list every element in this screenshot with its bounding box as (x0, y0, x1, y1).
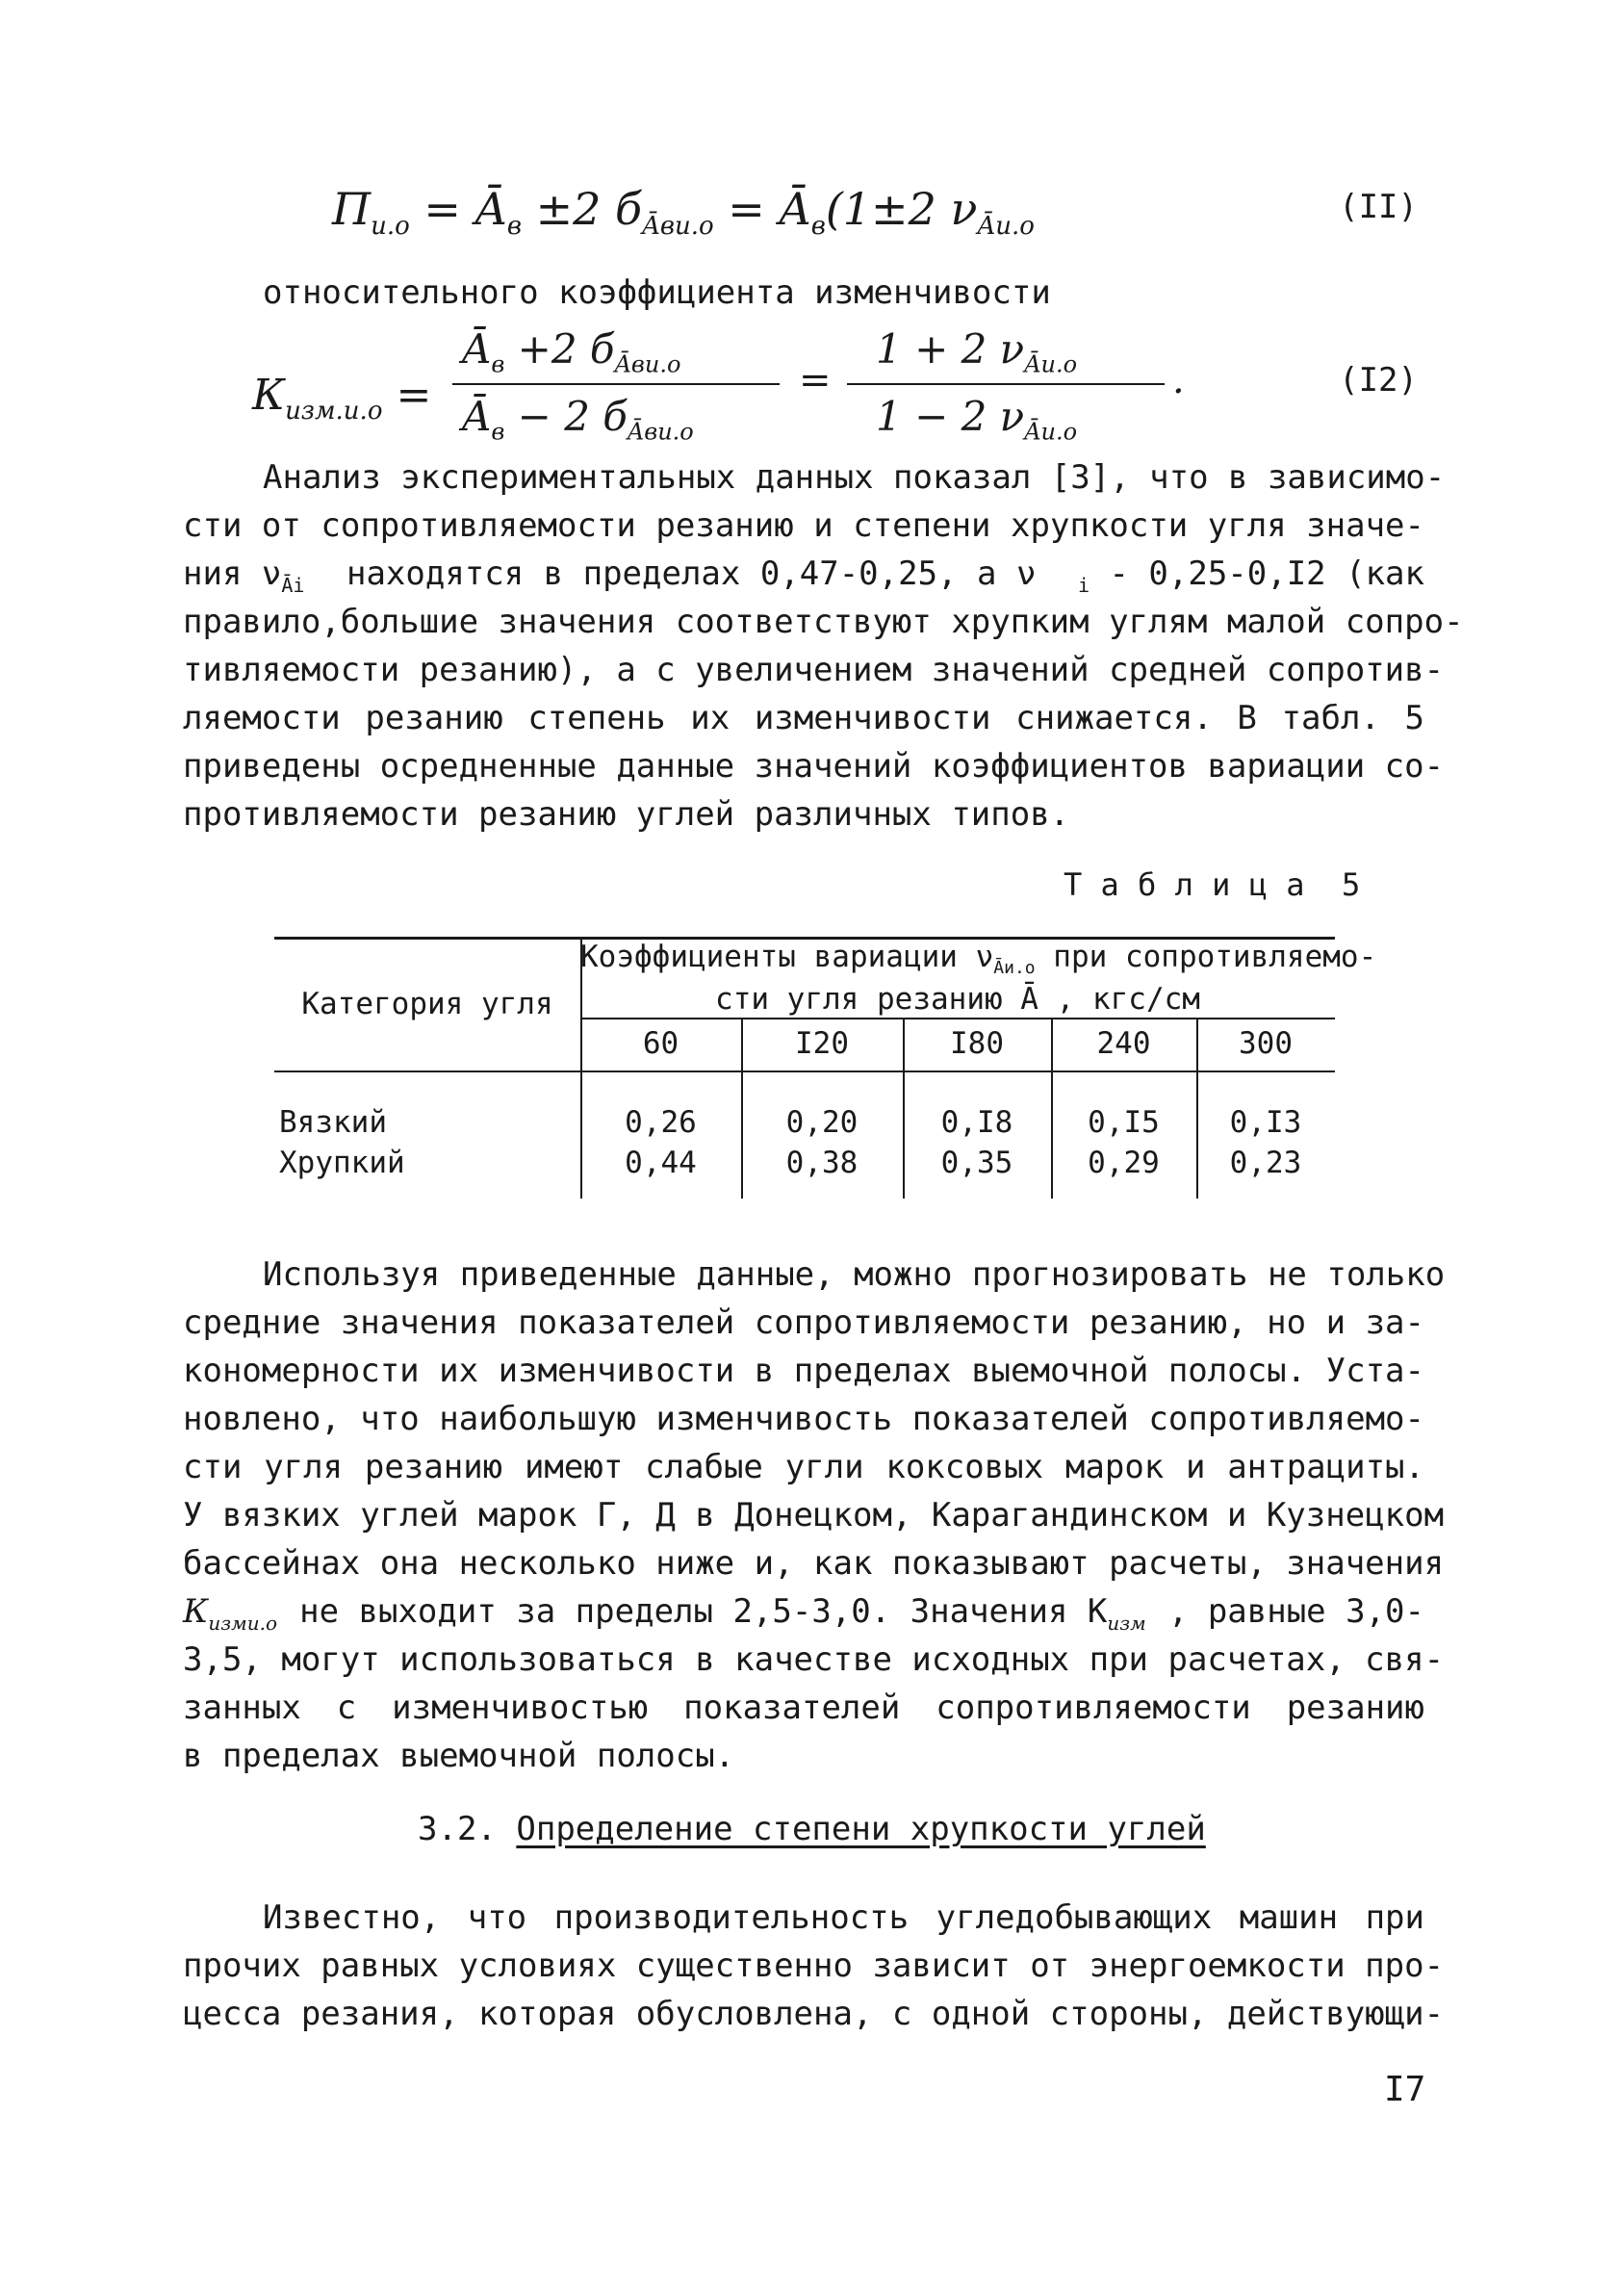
formula-12-num1-tail-sub: Āви.о (614, 350, 681, 378)
formula-11-rhs: = Ā (728, 183, 811, 235)
formula-11-rhs-tail: (1±2 ν (825, 183, 978, 235)
k-subscript: изм (1107, 1611, 1146, 1635)
table-header-category: Категория угля (301, 987, 553, 1021)
formula-11-rhs-tail-sub: Āи.о (977, 212, 1035, 242)
formula-12-num1-tail: +2 б (517, 325, 615, 373)
formula-11-lhs-sub: и.о (371, 212, 410, 242)
table-row-name: Вязкий (279, 1105, 387, 1140)
formula-12-fraction-bar-1 (452, 383, 780, 385)
section-heading (418, 1810, 1206, 1848)
formula-12-lhs-sub: изм.и.о (285, 396, 383, 426)
section-title: Определение степени хрупкости углей (516, 1810, 1206, 1848)
paragraph-text: не выходит за пределы 2,5-3,0. Значения К (299, 1592, 1108, 1631)
paragraph-text: , равные 3,0- (1167, 1592, 1424, 1631)
table-header-sub-rule (580, 1018, 1335, 1019)
formula-12-end: . (1172, 358, 1185, 402)
table-cell: 0,29 (1088, 1146, 1160, 1180)
nu-subscript: Āi (281, 573, 305, 597)
paragraph-line: новлено, что наибольшую изменчивость показателей сопротивляемо- (183, 1400, 1424, 1438)
table-cell: 0,20 (785, 1105, 859, 1140)
section-number: 3.2. (418, 1810, 497, 1848)
table-column-header: I80 (950, 1026, 1004, 1061)
formula-12-fraction-bar-2 (847, 383, 1165, 385)
paragraph-line: У вязких углей марок Г, Д в Донецком, Карагандинском и Кузнецком (183, 1496, 1445, 1535)
table-header-coef-text: Коэффициенты вариации ν (580, 940, 994, 974)
formula-12-den2-sub: Āи.о (1024, 418, 1078, 446)
formula-11-lhs: П (332, 183, 372, 235)
formula-11-mid: ±2 б (535, 183, 643, 235)
table-cell: 0,26 (625, 1105, 697, 1140)
formula-11-body-sub: в (506, 212, 522, 242)
equation-number-12: (I2) (1339, 361, 1418, 400)
formula-12-eq1: = (396, 371, 432, 420)
formula-12-num1-sub: в (491, 350, 505, 378)
formula-12-den1-tail: − 2 б (517, 393, 628, 440)
formula-12-eq2: = (799, 358, 832, 402)
paragraph-line: средние значения показателей сопротивляемости резанию, но и за- (183, 1303, 1424, 1342)
table-header-coefficient (580, 940, 1377, 1018)
paragraph-line: цесса резания, которая обусловлена, с одной стороны, действующи- (183, 1995, 1445, 2033)
table-row-name: Хрупкий (279, 1146, 405, 1180)
paragraph-line: сти угля резанию имеют слабые угли коксовых марок и антрациты. (183, 1448, 1424, 1486)
page-number: I7 (1384, 2070, 1426, 2109)
equation-number-11: (II) (1339, 188, 1418, 226)
paragraph-line: ляемости резанию степень их изменчивости снижается. В табл. 5 (183, 699, 1424, 737)
table-cell: 0,35 (940, 1146, 1013, 1180)
paragraph-line: Известно, что производительность угледобывающих машин при (263, 1898, 1424, 1937)
table-caption: Т а б л и ц а 5 (1064, 866, 1361, 903)
k-subscript: изми.о (208, 1611, 277, 1635)
paragraph-line: тивляемости резанию), а с увеличением значений средней сопротив- (183, 651, 1445, 689)
formula-12-num1: Ā (462, 325, 492, 373)
formula-12-den1-sub: в (491, 418, 505, 446)
formula-12-den1-tail-sub: Āви.о (627, 418, 694, 446)
table-column-header: 300 (1239, 1026, 1293, 1061)
formula-11 (332, 183, 1035, 241)
paragraph-line: Анализ экспериментальных данных показал [3], что в зависимо- (263, 458, 1446, 497)
formula-11-body: = Ā (423, 183, 507, 235)
paragraph-line: правило,большие значения соответствуют хрупким углям малой сопро- (183, 603, 1464, 641)
paragraph-line: 3,5, могут использоваться в качестве исходных при расчетах, свя- (183, 1640, 1445, 1679)
paragraph-line: занных с изменчивостью показателей сопротивляемости резанию (183, 1689, 1424, 1727)
formula-12-intro: относительного коэффициента изменчивости (263, 273, 1051, 312)
table-cell: 0,23 (1229, 1146, 1302, 1180)
table-header-coef-sub: Āи.о (993, 958, 1036, 979)
paragraph-line: сти от сопротивляемости резанию и степени хрупкости угля значе- (183, 506, 1424, 545)
paragraph-text: - 0,25-0,I2 (как (1109, 555, 1424, 593)
paragraph-line: в пределах выемочной полосы. (183, 1737, 735, 1775)
table-cell: 0,38 (785, 1146, 859, 1180)
formula-12-num2-sub: Āи.о (1024, 350, 1078, 378)
paragraph-text: находятся в пределах 0,47-0,25, а ν (346, 555, 1037, 593)
paragraph-line: противляемости резанию углей различных типов. (183, 795, 1070, 834)
table-column-header: 240 (1096, 1026, 1151, 1061)
table-cell: 0,I5 (1088, 1105, 1160, 1140)
paragraph-line: кономерности их изменчивости в пределах выемочной полосы. Уста- (183, 1352, 1424, 1390)
table-cell: 0,I8 (940, 1105, 1013, 1140)
formula-12-num2: 1 + 2 ν (876, 325, 1025, 373)
table-cell: 0,I3 (1229, 1105, 1302, 1140)
table-header-coef-tail: при сопротивляемо- (1053, 940, 1377, 974)
table-header-coef-line2: сти угля резанию Ā , кгс/см (715, 982, 1200, 1018)
table-header-bottom-rule (274, 1071, 1335, 1072)
paragraph-line: прочих равных условиях существенно зависит от энергоемкости про- (183, 1947, 1445, 1985)
nu-symbol: ния ν (183, 555, 282, 593)
table-cell: 0,44 (625, 1146, 697, 1180)
nu-subscript: i (1077, 573, 1089, 597)
paragraph-line: Используя приведенные данные, можно прогнозировать не только (263, 1255, 1446, 1294)
table-column-header: I20 (795, 1026, 849, 1061)
formula-11-mid-sub: Āви.о (642, 212, 714, 242)
formula-12-den1: Ā (462, 393, 492, 440)
formula-12-den2: 1 − 2 ν (876, 393, 1025, 440)
formula-11-rhs-sub: в (810, 212, 826, 242)
k-symbol: К (183, 1592, 209, 1631)
paragraph-line: приведены осредненные данные значений коэффициентов вариации со- (183, 747, 1445, 786)
table-column-header: 60 (642, 1026, 679, 1061)
formula-12-lhs: К (252, 371, 286, 420)
paragraph-line: бассейнах она несколько ниже и, как показывают расчеты, значения (183, 1544, 1445, 1583)
